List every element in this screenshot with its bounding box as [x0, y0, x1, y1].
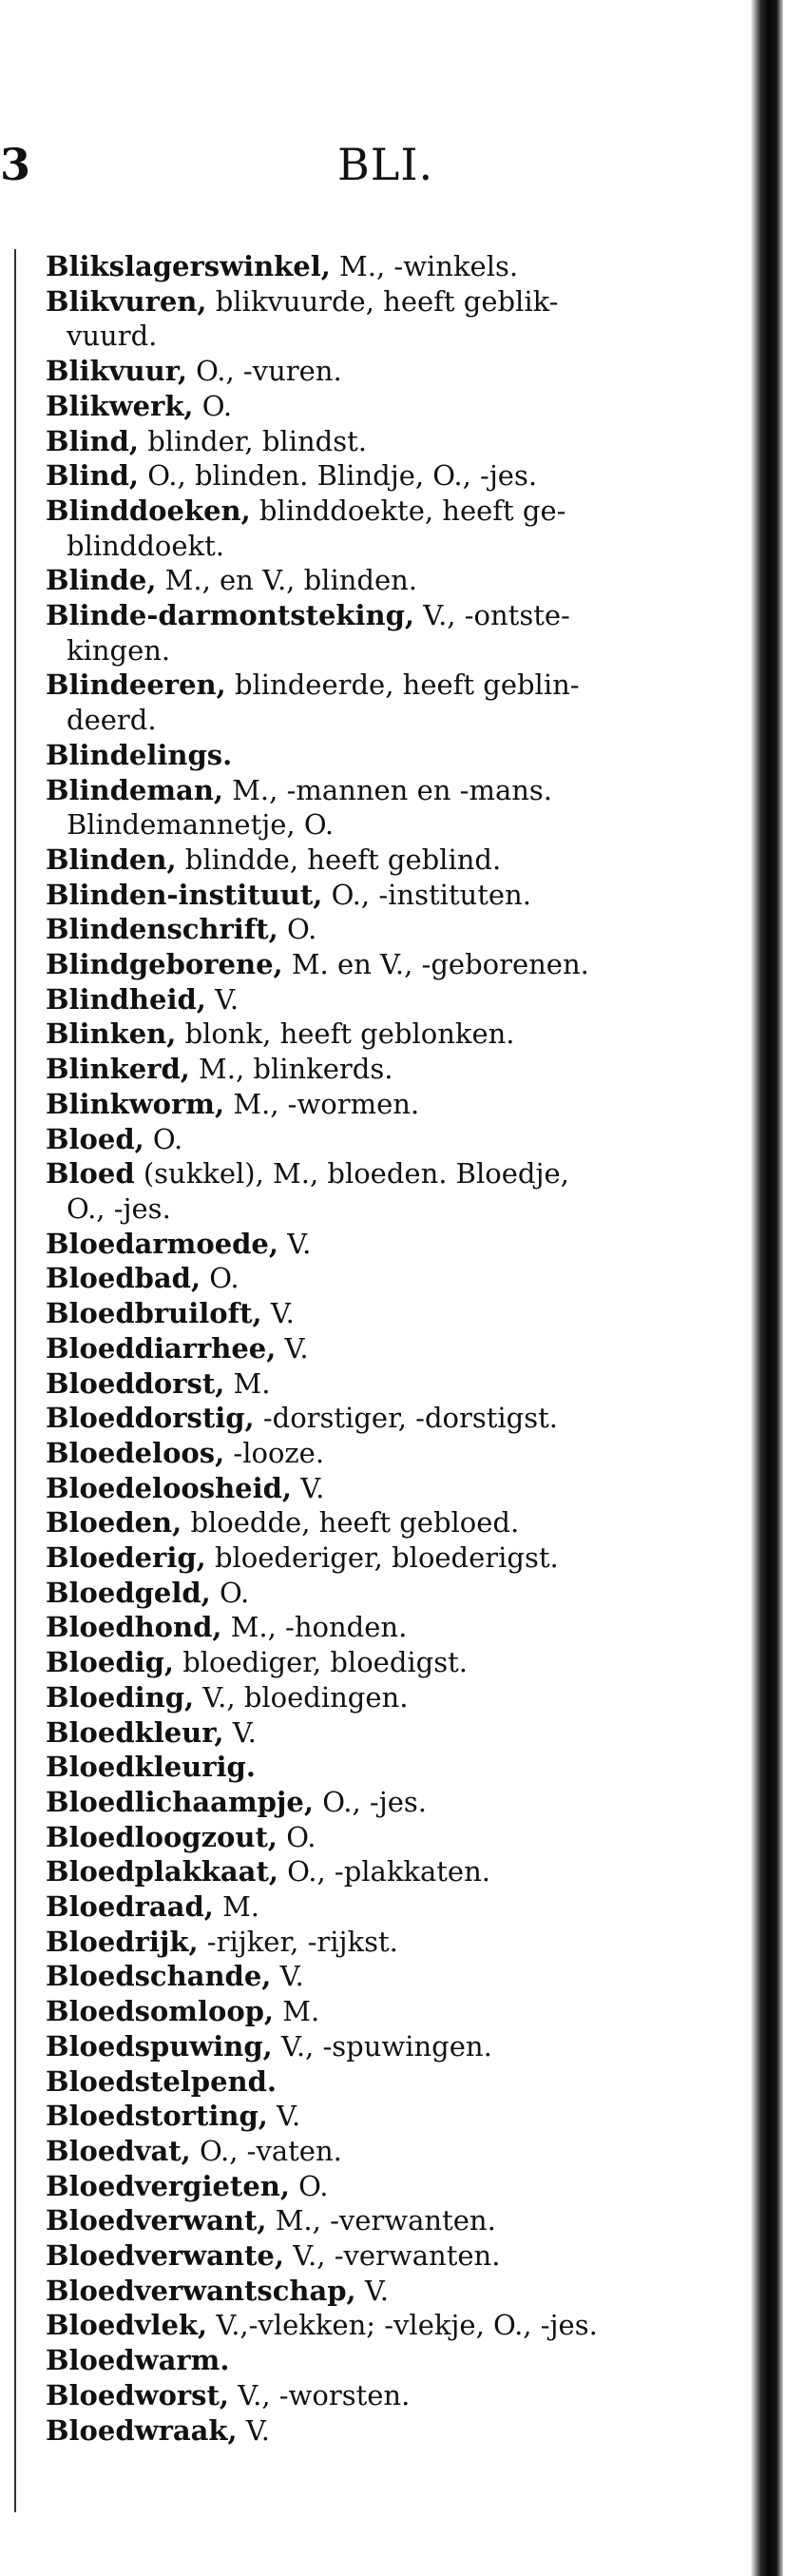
dictionary-entry	[46, 424, 739, 459]
entry-headword: Blindelings.	[46, 738, 233, 771]
entry-headword: Bloedbad,	[46, 1262, 201, 1295]
entry-definition-line: V.,-vlekken; -vlekje, O., -jes.	[216, 2309, 598, 2342]
entry-headword: Bloedverwante,	[46, 2239, 284, 2273]
entry-definition-line: O.	[219, 1576, 250, 1609]
entry-definition-line: O., -vaten.	[199, 2134, 342, 2167]
dictionary-entry	[46, 1122, 739, 1157]
dictionary-entry	[46, 1436, 739, 1471]
entry-definition-line: deerd.	[67, 704, 157, 737]
entry-headword: Blindeman,	[46, 773, 224, 806]
entry-definition-line: blinder, blindst.	[147, 424, 367, 457]
dictionary-entry	[46, 738, 739, 773]
entry-headword: Bloedkleur,	[46, 1715, 224, 1749]
entry-definition-line: O.	[286, 1820, 316, 1853]
entry-definition-line: blinddoekt.	[67, 529, 224, 562]
entry-headword: Bloederig,	[46, 1541, 206, 1575]
entry-headword: Bloeding,	[46, 1680, 195, 1714]
entry-definition-line: V., bloedingen.	[202, 1680, 409, 1714]
dictionary-entry	[46, 1680, 739, 1715]
entry-definition-line: O., -vuren.	[196, 355, 342, 388]
dictionary-entry	[46, 2238, 739, 2274]
dictionary-entry	[46, 563, 739, 598]
entry-definition-line: M.	[282, 1995, 320, 2028]
entry-headword: Bloedig,	[46, 1646, 174, 1679]
dictionary-entry	[46, 1331, 739, 1366]
dictionary-entry	[46, 2064, 739, 2100]
entry-headword: Bloedstelpend.	[46, 2064, 277, 2098]
dictionary-entry	[46, 1750, 739, 1785]
dictionary-entry	[46, 2029, 739, 2064]
entry-headword: Blikvuren,	[46, 284, 207, 318]
entry-definition-line: V., -worsten.	[238, 2378, 411, 2411]
entry-headword: Bloedvergieten,	[46, 2169, 290, 2202]
dictionary-entry	[46, 2413, 739, 2449]
entry-headword: Bloedrijk,	[46, 1925, 199, 1958]
dictionary-entry	[46, 1576, 739, 1611]
entry-definition-line: blindeerde, heeft geblin-	[234, 668, 580, 702]
entry-definition-line: M., en V., blinden.	[164, 564, 418, 597]
entry-definition-line: V., -spuwingen.	[280, 2029, 492, 2063]
dictionary-entry	[46, 1052, 739, 1087]
dictionary-entry	[46, 1925, 739, 1960]
dictionary-entry	[46, 2134, 739, 2169]
dictionary-entry	[46, 2274, 739, 2309]
entry-definition-line: M., -wormen.	[233, 1087, 420, 1120]
entry-definition-line: V., -verwanten.	[293, 2239, 501, 2273]
dictionary-entry	[46, 1505, 739, 1540]
entry-headword: Bloedloogzout,	[46, 1820, 278, 1853]
dictionary-entry	[46, 773, 739, 843]
entry-definition-line: -dorstiger, -dorstigst.	[262, 1402, 558, 1435]
entry-definition-line: M., -winkels.	[339, 250, 519, 282]
entry-headword: Bloeddorst,	[46, 1366, 225, 1400]
dictionary-entry	[46, 284, 739, 354]
entry-definition-line: M., blinkerds.	[199, 1053, 393, 1086]
entry-headword: Bloedeloosheid,	[46, 1471, 293, 1504]
entry-headword: Bloeddorstig,	[46, 1402, 255, 1435]
entry-headword: Blindheid,	[46, 982, 206, 1016]
entry-definition-line: M., -honden.	[230, 1611, 408, 1644]
dictionary-entry-list	[46, 249, 739, 2448]
dictionary-entry	[46, 1959, 739, 1994]
entry-headword: Bloedschande,	[46, 1960, 272, 1993]
dictionary-entry	[46, 1715, 739, 1751]
entry-headword: Bloedplakkaat,	[46, 1855, 278, 1888]
entry-headword: Bloedworst,	[46, 2378, 230, 2411]
entry-headword: Bloedwraak,	[46, 2413, 238, 2447]
entry-headword: Bloeden,	[46, 1506, 182, 1540]
entry-headword: Bloed	[46, 1157, 135, 1191]
entry-definition-line: blindde, heeft geblind.	[184, 843, 502, 876]
entry-definition-line: O.	[287, 913, 317, 946]
entry-headword: Bloedgeld,	[46, 1576, 211, 1609]
page-edge-margin	[783, 0, 805, 2576]
dictionary-entry	[46, 668, 739, 737]
dictionary-entry	[46, 1540, 739, 1576]
dictionary-entry	[46, 2099, 739, 2134]
dictionary-entry	[46, 1296, 739, 1331]
entry-headword: Blinken,	[46, 1017, 177, 1051]
entry-headword: Blindenschrift,	[46, 913, 278, 946]
entry-definition-line: bloedde, heeft gebloed.	[190, 1506, 520, 1540]
dictionary-entry	[46, 1854, 739, 1889]
entry-headword: Blindgeborene,	[46, 948, 283, 981]
entry-definition-line: V.	[279, 1960, 304, 1993]
entry-definition-line: O.	[201, 389, 233, 422]
dictionary-entry	[46, 1401, 739, 1436]
entry-headword: Bloedhond,	[46, 1611, 222, 1644]
entry-headword: Blinde-darmontsteking,	[46, 599, 414, 632]
entry-definition-line: O., -jes.	[322, 1785, 427, 1818]
page-number: 3	[0, 139, 31, 190]
dictionary-entry	[46, 2343, 739, 2378]
entry-headword: Bloedeloos,	[46, 1436, 225, 1469]
entry-headword: Blikslagerswinkel,	[46, 250, 331, 282]
entry-headword: Bloedbruiloft,	[46, 1297, 262, 1330]
dictionary-entry	[46, 1820, 739, 1855]
dictionary-entry	[46, 912, 739, 947]
entry-definition-line: V.	[284, 1331, 309, 1365]
entry-definition-line: V.	[300, 1471, 325, 1504]
entry-definition-line: vuurd.	[67, 320, 158, 353]
dictionary-entry	[46, 947, 739, 982]
entry-headword: Bloedkleurig.	[46, 1751, 256, 1784]
entry-headword: Bloedraad,	[46, 1890, 214, 1924]
dictionary-entry	[46, 249, 739, 284]
dictionary-entry	[46, 1366, 739, 1402]
dictionary-entry	[46, 494, 739, 563]
entry-definition-line: V.	[364, 2274, 389, 2307]
entry-headword: Blind,	[46, 424, 140, 457]
entry-headword: Bloedvlek,	[46, 2309, 208, 2342]
entry-definition-line: V.	[215, 982, 240, 1016]
entry-definition-line: blonk, heeft geblonken.	[184, 1017, 515, 1051]
entry-definition-line: O., -jes.	[67, 1191, 171, 1225]
dictionary-entry	[46, 598, 739, 668]
entry-definition-line: V.	[277, 2100, 301, 2133]
dictionary-entry	[46, 389, 739, 424]
entry-headword: Bloedvat,	[46, 2134, 191, 2167]
entry-definition-line: blinddoekte, heeft ge-	[259, 494, 566, 527]
entry-definition-line: Blindemannetje, O.	[67, 808, 335, 842]
dictionary-entry	[46, 1889, 739, 1925]
entry-definition-line: O., blinden. Blindje, O., -jes.	[147, 459, 538, 493]
entry-headword: Blinddoeken,	[46, 494, 251, 527]
entry-headword: Bloedverwantschap,	[46, 2274, 356, 2307]
dictionary-entry	[46, 1994, 739, 2029]
dictionary-entry	[46, 2378, 739, 2413]
dictionary-entry	[46, 1156, 739, 1226]
entry-headword: Blind,	[46, 459, 140, 493]
entry-definition-line: bloederiger, bloederigst.	[214, 1541, 559, 1575]
dictionary-entry	[46, 2203, 739, 2238]
dictionary-entry	[46, 1227, 739, 1262]
entry-headword: Bloedsomloop,	[46, 1995, 275, 2028]
entry-definition-line: (sukkel), M., bloeden. Bloedje,	[143, 1157, 569, 1191]
dictionary-entry	[46, 878, 739, 913]
dictionary-entry	[46, 1610, 739, 1645]
left-margin-rule	[14, 249, 16, 2512]
entry-headword: Blinden,	[46, 843, 177, 876]
entry-headword: Bloedspuwing,	[46, 2029, 273, 2063]
dictionary-entry	[46, 1785, 739, 1820]
dictionary-entry	[46, 1261, 739, 1296]
entry-definition-line: bloediger, bloedigst.	[182, 1646, 468, 1679]
entry-definition-line: O.	[152, 1122, 183, 1155]
entry-definition-line: V., -ontste-	[423, 599, 570, 632]
dictionary-entry	[46, 1087, 739, 1122]
entry-headword: Blindeeren,	[46, 668, 226, 702]
entry-headword: Blinden-instituut,	[46, 878, 323, 911]
entry-definition-line: O.	[298, 2169, 329, 2202]
entry-definition-line: blikvuurde, heeft geblik-	[215, 284, 559, 318]
entry-definition-line: M., -verwanten.	[275, 2204, 496, 2237]
entry-headword: Blinkerd,	[46, 1053, 190, 1086]
dictionary-entry	[46, 458, 739, 494]
entry-definition-line: V.	[287, 1227, 312, 1260]
entry-definition-line: M., -mannen en -mans.	[232, 773, 553, 806]
entry-definition-line: O., -plakkaten.	[287, 1855, 490, 1888]
entry-definition-line: O.	[209, 1262, 240, 1295]
entry-headword: Blinde,	[46, 564, 157, 597]
entry-definition-line: M. en V., -geborenen.	[291, 948, 589, 981]
entry-headword: Bloedwarm.	[46, 2344, 230, 2377]
dictionary-entry	[46, 1471, 739, 1506]
entry-definition-line: V.	[232, 1715, 257, 1749]
dictionary-entry	[46, 354, 739, 389]
entry-definition-line: M.	[233, 1366, 271, 1400]
entry-headword: Bloedlichaampje,	[46, 1785, 314, 1818]
entry-headword: Bloedverwant,	[46, 2204, 267, 2237]
entry-definition-line: V.	[270, 1297, 295, 1330]
dictionary-entry	[46, 2169, 739, 2204]
dictionary-entry	[46, 2308, 739, 2343]
entry-headword: Bloeddiarrhee,	[46, 1331, 277, 1365]
entry-definition-line: V.	[245, 2413, 270, 2447]
dictionary-entry	[46, 1645, 739, 1680]
entry-definition-line: -looze.	[233, 1436, 325, 1469]
entry-headword: Bloedarmoede,	[46, 1227, 278, 1260]
entry-headword: Blikvuur,	[46, 355, 187, 388]
entry-definition-line: O., -instituten.	[331, 878, 531, 911]
dictionary-entry	[46, 1017, 739, 1052]
dictionary-entry	[46, 982, 739, 1017]
entry-definition-line: -rijker, -rijkst.	[206, 1925, 398, 1958]
page-gutter-shadow	[751, 0, 783, 2576]
entry-definition-line: M.	[222, 1890, 259, 1924]
entry-headword: Bloed,	[46, 1122, 144, 1155]
entry-headword: Blikwerk,	[46, 389, 194, 422]
entry-headword: Blinkworm,	[46, 1087, 225, 1120]
entry-definition-line: kingen.	[67, 633, 171, 667]
entry-headword: Bloedstorting,	[46, 2100, 268, 2133]
dictionary-entry	[46, 843, 739, 878]
running-head: BLI.	[337, 139, 434, 190]
